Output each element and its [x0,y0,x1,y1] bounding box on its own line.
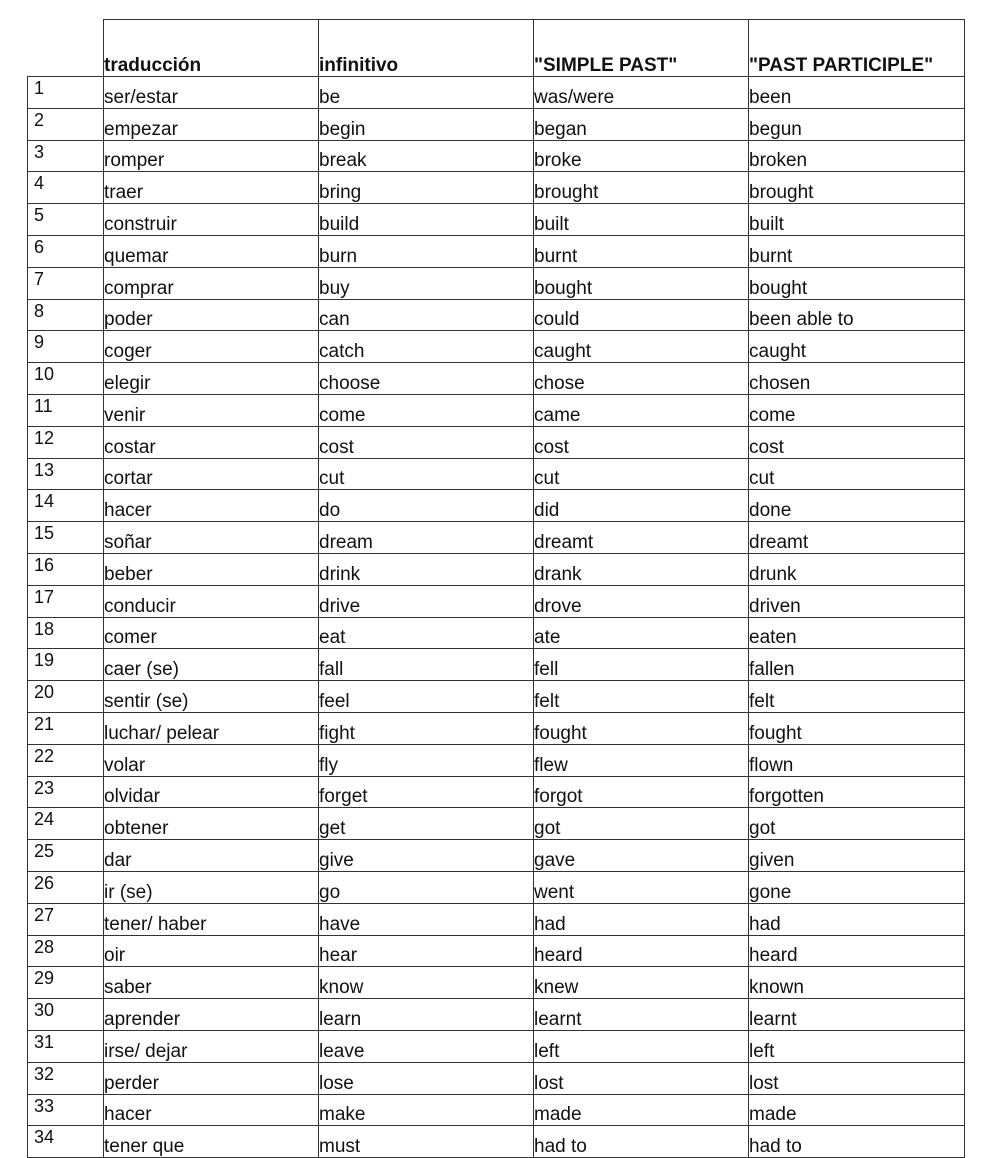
cell-simple-past: made [534,1094,749,1126]
cell-simple-past: bought [534,267,749,299]
table-row [28,331,965,363]
cell-past-participle: bought [749,267,965,299]
table-row [28,490,965,522]
table-row [28,999,965,1031]
cell-infinitive: do [319,490,534,522]
cell-past-participle: fought [749,712,965,744]
cell-past-participle: cut [749,458,965,490]
cell-infinitive: fall [319,649,534,681]
cell-simple-past: left [534,1030,749,1062]
cell-translation: costar [104,426,319,458]
table-row [28,426,965,458]
cell-simple-past: flew [534,744,749,776]
row-number: 14 [28,490,104,522]
cell-translation: poder [104,299,319,331]
row-number: 10 [28,363,104,395]
cell-past-participle: been able to [749,299,965,331]
row-number: 8 [28,299,104,331]
table-row [28,840,965,872]
cell-translation: soñar [104,522,319,554]
cell-infinitive: eat [319,617,534,649]
cell-translation: comer [104,617,319,649]
cell-past-participle: burnt [749,235,965,267]
cell-simple-past: drove [534,585,749,617]
cell-infinitive: fly [319,744,534,776]
cell-translation: volar [104,744,319,776]
cell-past-participle: brought [749,172,965,204]
cell-simple-past: had to [534,1126,749,1158]
row-number: 27 [28,903,104,935]
row-number: 23 [28,776,104,808]
cell-simple-past: was/were [534,77,749,109]
row-number: 24 [28,808,104,840]
cell-translation: construir [104,204,319,236]
cell-infinitive: know [319,967,534,999]
cell-infinitive: begin [319,108,534,140]
cell-past-participle: felt [749,681,965,713]
table-row [28,712,965,744]
table-row [28,363,965,395]
cell-past-participle: forgotten [749,776,965,808]
cell-infinitive: leave [319,1030,534,1062]
cell-translation: saber [104,967,319,999]
row-number: 4 [28,172,104,204]
header-past-participle: "PAST PARTICIPLE" [749,20,965,77]
row-number: 17 [28,585,104,617]
cell-past-participle: left [749,1030,965,1062]
table-row [28,1094,965,1126]
cell-simple-past: burnt [534,235,749,267]
table-row [28,140,965,172]
table-row [28,808,965,840]
cell-simple-past: got [534,808,749,840]
verb-table [27,19,965,1158]
cell-infinitive: feel [319,681,534,713]
cell-past-participle: lost [749,1062,965,1094]
cell-translation: coger [104,331,319,363]
cell-past-participle: drunk [749,553,965,585]
table-row [28,77,965,109]
cell-infinitive: drink [319,553,534,585]
cell-infinitive: burn [319,235,534,267]
cell-past-participle: done [749,490,965,522]
table-row [28,299,965,331]
cell-simple-past: gave [534,840,749,872]
row-number: 30 [28,999,104,1031]
cell-translation: obtener [104,808,319,840]
cell-infinitive: fight [319,712,534,744]
cell-translation: elegir [104,363,319,395]
header-infinitive: infinitivo [319,20,534,77]
cell-simple-past: felt [534,681,749,713]
cell-past-participle: eaten [749,617,965,649]
cell-translation: perder [104,1062,319,1094]
cell-past-participle: caught [749,331,965,363]
cell-translation: venir [104,394,319,426]
cell-infinitive: bring [319,172,534,204]
table-row [28,204,965,236]
cell-simple-past: caught [534,331,749,363]
cell-simple-past: did [534,490,749,522]
cell-translation: ir (se) [104,871,319,903]
table-row [28,681,965,713]
table-row [28,585,965,617]
cell-infinitive: build [319,204,534,236]
cell-past-participle: driven [749,585,965,617]
cell-past-participle: broken [749,140,965,172]
cell-infinitive: drive [319,585,534,617]
cell-past-participle: learnt [749,999,965,1031]
cell-simple-past: began [534,108,749,140]
cell-simple-past: heard [534,935,749,967]
table-header [28,20,965,77]
cell-infinitive: make [319,1094,534,1126]
row-number: 13 [28,458,104,490]
row-number: 11 [28,394,104,426]
cell-translation: luchar/ pelear [104,712,319,744]
cell-simple-past: chose [534,363,749,395]
cell-infinitive: buy [319,267,534,299]
cell-infinitive: give [319,840,534,872]
row-number: 1 [28,77,104,109]
row-number: 16 [28,553,104,585]
cell-simple-past: cost [534,426,749,458]
cell-translation: olvidar [104,776,319,808]
row-number: 18 [28,617,104,649]
cell-simple-past: forgot [534,776,749,808]
cell-infinitive: go [319,871,534,903]
cell-translation: conducir [104,585,319,617]
table-row [28,1030,965,1062]
cell-translation: sentir (se) [104,681,319,713]
cell-simple-past: fell [534,649,749,681]
cell-infinitive: learn [319,999,534,1031]
cell-translation: comprar [104,267,319,299]
table-row [28,776,965,808]
row-number: 28 [28,935,104,967]
cell-simple-past: ate [534,617,749,649]
cell-translation: beber [104,553,319,585]
cell-translation: dar [104,840,319,872]
cell-translation: quemar [104,235,319,267]
cell-translation: irse/ dejar [104,1030,319,1062]
cell-simple-past: cut [534,458,749,490]
cell-past-participle: been [749,77,965,109]
row-number: 9 [28,331,104,363]
cell-infinitive: break [319,140,534,172]
cell-past-participle: chosen [749,363,965,395]
table-row [28,458,965,490]
table-row [28,267,965,299]
cell-infinitive: can [319,299,534,331]
cell-translation: cortar [104,458,319,490]
cell-translation: hacer [104,490,319,522]
table-row [28,553,965,585]
cell-past-participle: begun [749,108,965,140]
table-row [28,903,965,935]
cell-past-participle: fallen [749,649,965,681]
row-number: 26 [28,871,104,903]
row-number: 19 [28,649,104,681]
cell-past-participle: heard [749,935,965,967]
cell-infinitive: choose [319,363,534,395]
table-row [28,235,965,267]
header-simple-past: "SIMPLE PAST" [534,20,749,77]
cell-infinitive: dream [319,522,534,554]
cell-simple-past: dreamt [534,522,749,554]
table-body [28,77,965,1158]
table-row [28,394,965,426]
cell-infinitive: get [319,808,534,840]
cell-simple-past: broke [534,140,749,172]
cell-infinitive: be [319,77,534,109]
row-number: 2 [28,108,104,140]
cell-simple-past: learnt [534,999,749,1031]
row-number: 22 [28,744,104,776]
cell-simple-past: could [534,299,749,331]
cell-translation: oir [104,935,319,967]
cell-simple-past: lost [534,1062,749,1094]
cell-translation: caer (se) [104,649,319,681]
cell-simple-past: brought [534,172,749,204]
cell-past-participle: built [749,204,965,236]
cell-simple-past: had [534,903,749,935]
cell-past-participle: gone [749,871,965,903]
row-number: 5 [28,204,104,236]
table-row [28,1126,965,1158]
table-row [28,649,965,681]
header-translation: traducción [104,20,319,77]
table-row [28,935,965,967]
table-row [28,1062,965,1094]
cell-past-participle: got [749,808,965,840]
row-number: 7 [28,267,104,299]
table-row [28,617,965,649]
cell-past-participle: had to [749,1126,965,1158]
cell-translation: empezar [104,108,319,140]
row-number: 21 [28,712,104,744]
table-row [28,967,965,999]
cell-infinitive: must [319,1126,534,1158]
row-number: 31 [28,1030,104,1062]
table-row [28,871,965,903]
cell-past-participle: dreamt [749,522,965,554]
cell-simple-past: came [534,394,749,426]
cell-translation: aprender [104,999,319,1031]
row-number: 6 [28,235,104,267]
cell-simple-past: knew [534,967,749,999]
cell-infinitive: hear [319,935,534,967]
cell-simple-past: went [534,871,749,903]
cell-infinitive: forget [319,776,534,808]
header-number [28,20,104,77]
cell-past-participle: had [749,903,965,935]
cell-infinitive: cut [319,458,534,490]
cell-translation: hacer [104,1094,319,1126]
cell-past-participle: made [749,1094,965,1126]
row-number: 34 [28,1126,104,1158]
row-number: 3 [28,140,104,172]
cell-past-participle: flown [749,744,965,776]
cell-translation: ser/estar [104,77,319,109]
cell-past-participle: known [749,967,965,999]
cell-infinitive: cost [319,426,534,458]
cell-translation: tener que [104,1126,319,1158]
cell-past-participle: come [749,394,965,426]
cell-infinitive: catch [319,331,534,363]
cell-simple-past: drank [534,553,749,585]
row-number: 33 [28,1094,104,1126]
cell-infinitive: have [319,903,534,935]
cell-simple-past: fought [534,712,749,744]
row-number: 15 [28,522,104,554]
table-row [28,522,965,554]
cell-past-participle: cost [749,426,965,458]
row-number: 25 [28,840,104,872]
cell-past-participle: given [749,840,965,872]
table-row [28,744,965,776]
cell-translation: romper [104,140,319,172]
cell-infinitive: lose [319,1062,534,1094]
row-number: 20 [28,681,104,713]
cell-translation: tener/ haber [104,903,319,935]
table-row [28,172,965,204]
cell-infinitive: come [319,394,534,426]
row-number: 32 [28,1062,104,1094]
row-number: 29 [28,967,104,999]
row-number: 12 [28,426,104,458]
table-row [28,108,965,140]
cell-translation: traer [104,172,319,204]
cell-simple-past: built [534,204,749,236]
